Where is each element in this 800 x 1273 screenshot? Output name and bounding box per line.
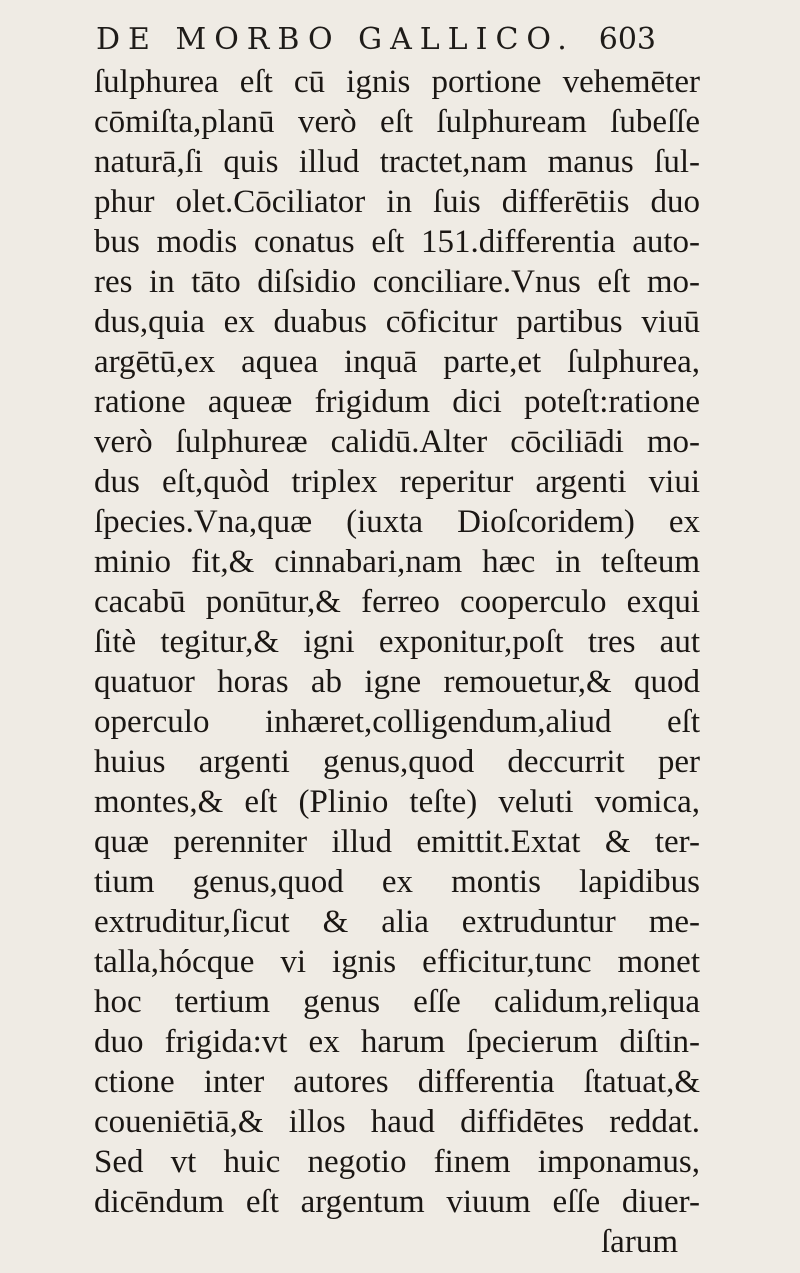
text-line: ctione inter autores differentia ſtatuat,& — [94, 1064, 700, 1100]
text-line: quæ perenniter illud emittit.Extat & ter- — [94, 824, 700, 860]
text-line: phur olet.Cōciliator in ſuis differētiis duo — [94, 184, 700, 220]
page-number: 603 — [598, 22, 656, 57]
text-line: argētū,ex aquea inquā parte,et ſulphurea, — [94, 344, 700, 380]
text-line: verò ſulphureæ calidū.Alter cōciliādi mo- — [94, 424, 700, 460]
text-line: extruditur,ſicut & alia extruduntur me- — [94, 904, 700, 940]
text-line: huius argenti genus,quod deccurrit per — [94, 744, 700, 780]
text-line: duo frigida:vt ex harum ſpecierum diſtin- — [94, 1024, 700, 1060]
text-line: dus eſt,quòd triplex reperitur argenti viui — [94, 464, 700, 500]
text-line: operculo inhæret,colligendum,aliud eſt — [94, 704, 700, 740]
text-line: dicēndum eſt argentum viuum eſſe diuer- — [94, 1184, 700, 1220]
text-line: cacabū ponūtur,& ferreo cooperculo exqui — [94, 584, 700, 620]
catchword: ſarum — [601, 1224, 678, 1260]
text-line: quatuor horas ab igne remouetur,& quod — [94, 664, 700, 700]
text-line: ſpecies.Vna,quæ (iuxta Dioſcoridem) ex — [94, 504, 700, 540]
text-line: ſulphurea eſt cū ignis portione vehemēter — [94, 64, 700, 100]
text-line: minio fit,& cinnabari,nam hæc in teſteum — [94, 544, 700, 580]
text-line: cōmiſta,planū verò eſt ſulphuream ſubeſſe — [94, 104, 700, 140]
text-line: tium genus,quod ex montis lapidibus — [94, 864, 700, 900]
body-text — [94, 62, 700, 1262]
text-line: ſitè tegitur,& igni exponitur,poſt tres aut — [94, 624, 700, 660]
text-line: res in tāto diſsidio conciliare.Vnus eſt mo- — [94, 264, 700, 300]
text-line: coueniētiā,& illos haud diffidētes reddat. — [94, 1104, 700, 1140]
running-head: DE MORBO GALLICO. — [96, 22, 575, 57]
text-line: bus modis conatus eſt 151.differentia auto- — [94, 224, 700, 260]
text-line: montes,& eſt (Plinio teſte) veluti vomica, — [94, 784, 700, 820]
page-header — [96, 22, 656, 60]
text-line: Sed vt huic negotio finem imponamus, — [94, 1144, 700, 1180]
text-line: talla,hócque vi ignis efficitur,tunc monet — [94, 944, 700, 980]
text-line: dus,quia ex duabus cōficitur partibus viuū — [94, 304, 700, 340]
text-line: hoc tertium genus eſſe calidum,reliqua — [94, 984, 700, 1020]
text-line: ratione aqueæ frigidum dici poteſt:ratione — [94, 384, 700, 420]
text-line: naturā,ſi quis illud tractet,nam manus ſul- — [94, 144, 700, 180]
